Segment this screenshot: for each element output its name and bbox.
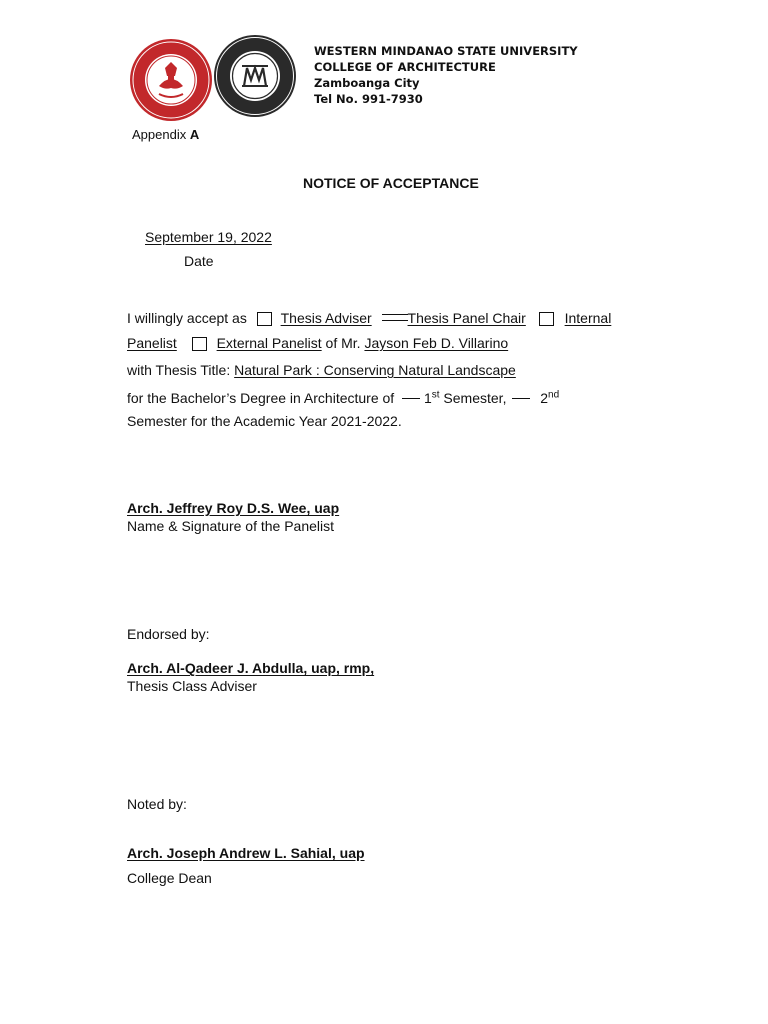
academic-year-line: Semester for the Academic Year 2021-2022. xyxy=(127,413,402,429)
date-label: Date xyxy=(184,253,214,269)
college-name: COLLEGE OF ARCHITECTURE xyxy=(314,60,496,74)
endorsed-label: Endorsed by: xyxy=(127,626,210,642)
accept-line-1: I willingly accept as Thesis Adviser Thesis Panel Chair Internal xyxy=(127,310,612,326)
college-seal-logo xyxy=(213,34,297,118)
panelist-name: Arch. Jeffrey Roy D.S. Wee, uap xyxy=(127,500,340,516)
date-value: September 19, 2022 xyxy=(145,229,272,245)
telephone: Tel No. 991-7930 xyxy=(314,92,423,106)
accept-line-2: Panelist External Panelist of Mr. Jayson Feb D. Villarino xyxy=(127,335,509,351)
thesis-title-line: with Thesis Title: Natural Park : Conserving Natural Landscape xyxy=(127,362,516,378)
appendix-label: Appendix A xyxy=(132,127,200,142)
option-internal: Internal xyxy=(564,310,612,326)
endorser-role: Thesis Class Adviser xyxy=(127,678,257,694)
noted-label: Noted by: xyxy=(127,796,187,812)
endorser-name: Arch. Al-Qadeer J. Abdulla, uap, rmp, xyxy=(127,660,375,676)
thesis-title: Natural Park : Conserving Natural Landscape xyxy=(234,362,516,378)
city: Zamboanga City xyxy=(314,76,420,90)
letterhead xyxy=(314,43,578,107)
adviser-checkbox[interactable] xyxy=(257,312,272,326)
university-name: WESTERN MINDANAO STATE UNIVERSITY xyxy=(314,44,578,58)
document-title: NOTICE OF ACCEPTANCE xyxy=(303,175,479,191)
first-semester-blank[interactable] xyxy=(402,398,420,399)
dean-name: Arch. Joseph Andrew L. Sahial, uap xyxy=(127,845,365,861)
degree-line: for the Bachelor’s Degree in Architecture of 1st Semester, 2nd xyxy=(127,389,560,406)
option-thesis-adviser: Thesis Adviser xyxy=(280,310,372,326)
second-semester-blank[interactable] xyxy=(512,398,530,399)
option-panel-chair: Thesis Panel Chair xyxy=(407,310,526,326)
external-checkbox[interactable] xyxy=(192,337,207,351)
internal-checkbox[interactable] xyxy=(539,312,554,326)
dean-role: College Dean xyxy=(127,870,212,886)
panelist-caption: Name & Signature of the Panelist xyxy=(127,518,335,534)
university-seal-logo xyxy=(129,38,213,122)
option-internal-cont: Panelist xyxy=(127,335,177,351)
option-external-panelist: External Panelist xyxy=(216,335,322,351)
student-name: Jayson Feb D. Villarino xyxy=(364,335,509,351)
panel-chair-blank[interactable] xyxy=(382,314,408,321)
